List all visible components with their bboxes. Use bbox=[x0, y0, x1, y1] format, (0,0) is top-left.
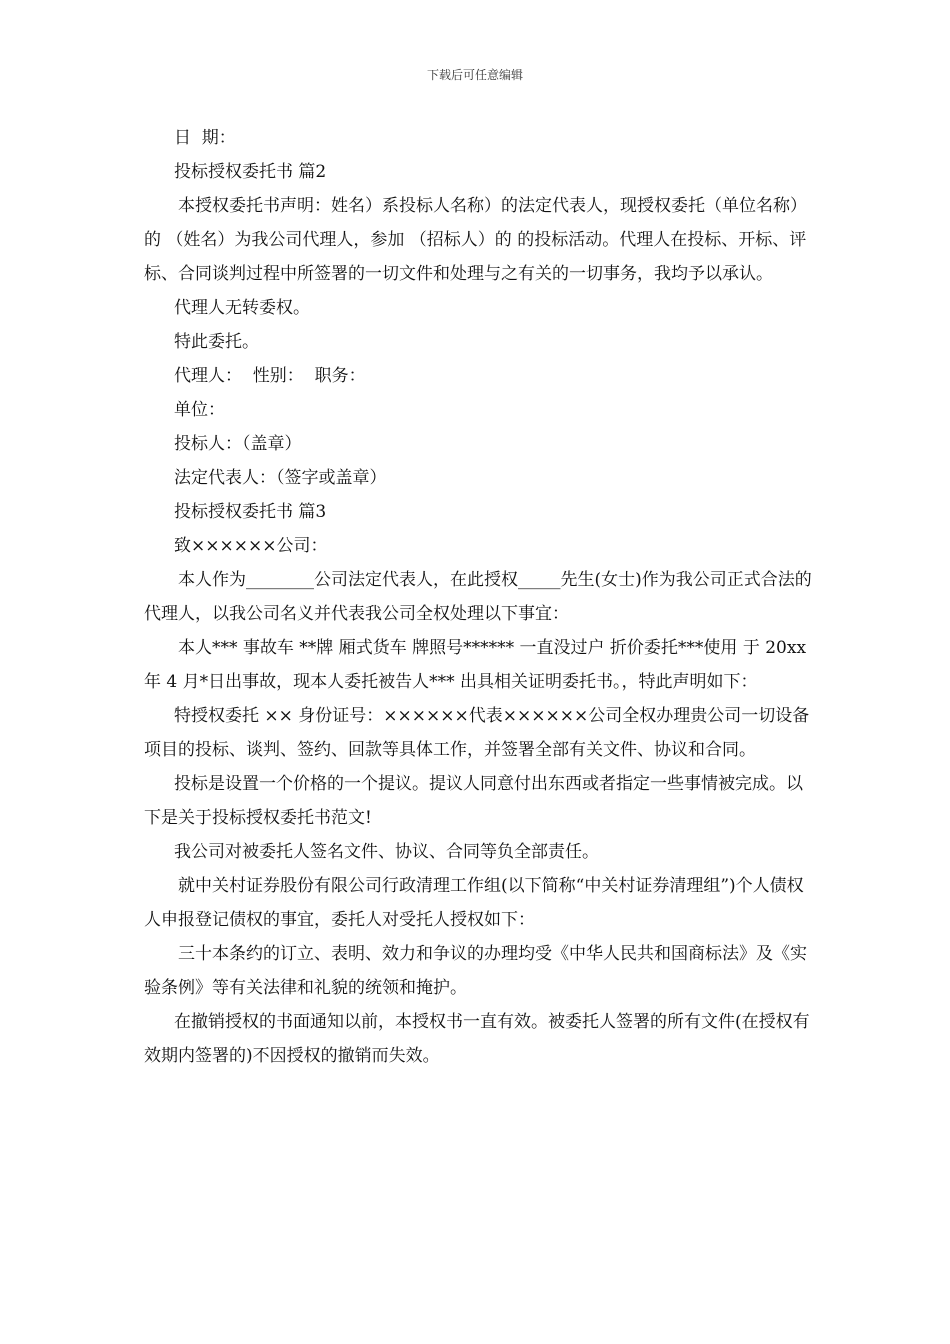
paragraph: 投标人：（盖章） bbox=[174, 434, 302, 454]
paragraph: 日 期： bbox=[174, 128, 236, 148]
paragraph: 投标授权委托书 篇2 bbox=[174, 162, 327, 182]
paragraph: 我公司对被委托人签名文件、协议、合同等负全部责任。 bbox=[174, 842, 599, 862]
paragraph: 就中关村证券股份有限公司行政清理工作组(以下简称“中关村证券清理组”)个人债权人申报登记债权的事宜，委托人对受托人授权如下： bbox=[144, 876, 804, 930]
paragraph: 特授权委托 ×× 身份证号：××××××代表××××××公司全权办理贵公司一切设备项目的投标、谈判、签约、回款等具体工作，并签署全部有关文件、协议和合同。 bbox=[144, 706, 810, 760]
paragraph: 代理人： 性别： 职务： bbox=[174, 366, 366, 386]
paragraph: 代理人无转委权。 bbox=[174, 298, 310, 318]
paragraph: 单位： bbox=[174, 400, 225, 420]
paragraph: 法定代表人：（签字或盖章） bbox=[174, 468, 387, 488]
paragraph: 特此委托。 bbox=[174, 332, 259, 352]
paragraph: 投标授权委托书 篇3 bbox=[174, 502, 327, 522]
document-body bbox=[144, 121, 814, 1073]
paragraph: 本人*** 事故车 **牌 厢式货车 牌照号****** 一直没过户 折价委托***使用 于 20xx 年 4 月*日出事故，现本人委托被告人*** 出具相关证明委托书。，特此声明如下： bbox=[144, 638, 807, 692]
paragraph: 投标是设置一个价格的一个提议。提议人同意付出东西或者指定一些事情被完成。以下是关于投标授权委托书范文! bbox=[144, 774, 803, 828]
paragraph: 本人作为________公司法定代表人，在此授权_____先生(女士)作为我公司正式合法的代理人，以我公司名义并代表我公司全权处理以下事宜： bbox=[144, 570, 812, 624]
paragraph: 三十本条约的订立、表明、效力和争议的办理均受《中华人民共和国商标法》及《实验条例》等有关法律和礼貌的统领和掩护。 bbox=[144, 944, 807, 998]
page-header: 下载后可任意编辑 bbox=[426, 68, 523, 82]
paragraph: 在撤销授权的书面通知以前，本授权书一直有效。被委托人签署的所有文件(在授权有效期内签署的)不因授权的撤销而失效。 bbox=[144, 1012, 810, 1066]
paragraph: 致××××××公司： bbox=[174, 536, 328, 556]
paragraph: 本授权委托书声明：姓名）系投标人名称）的法定代表人，现授权委托（单位名称）的 （姓名）为我公司代理人，参加 （招标人）的 的投标活动。代理人在投标、开标、评标、合同谈判过程中所签署的一切文件和处理与之有关的一切事务，我均予以承认。 bbox=[144, 196, 807, 284]
